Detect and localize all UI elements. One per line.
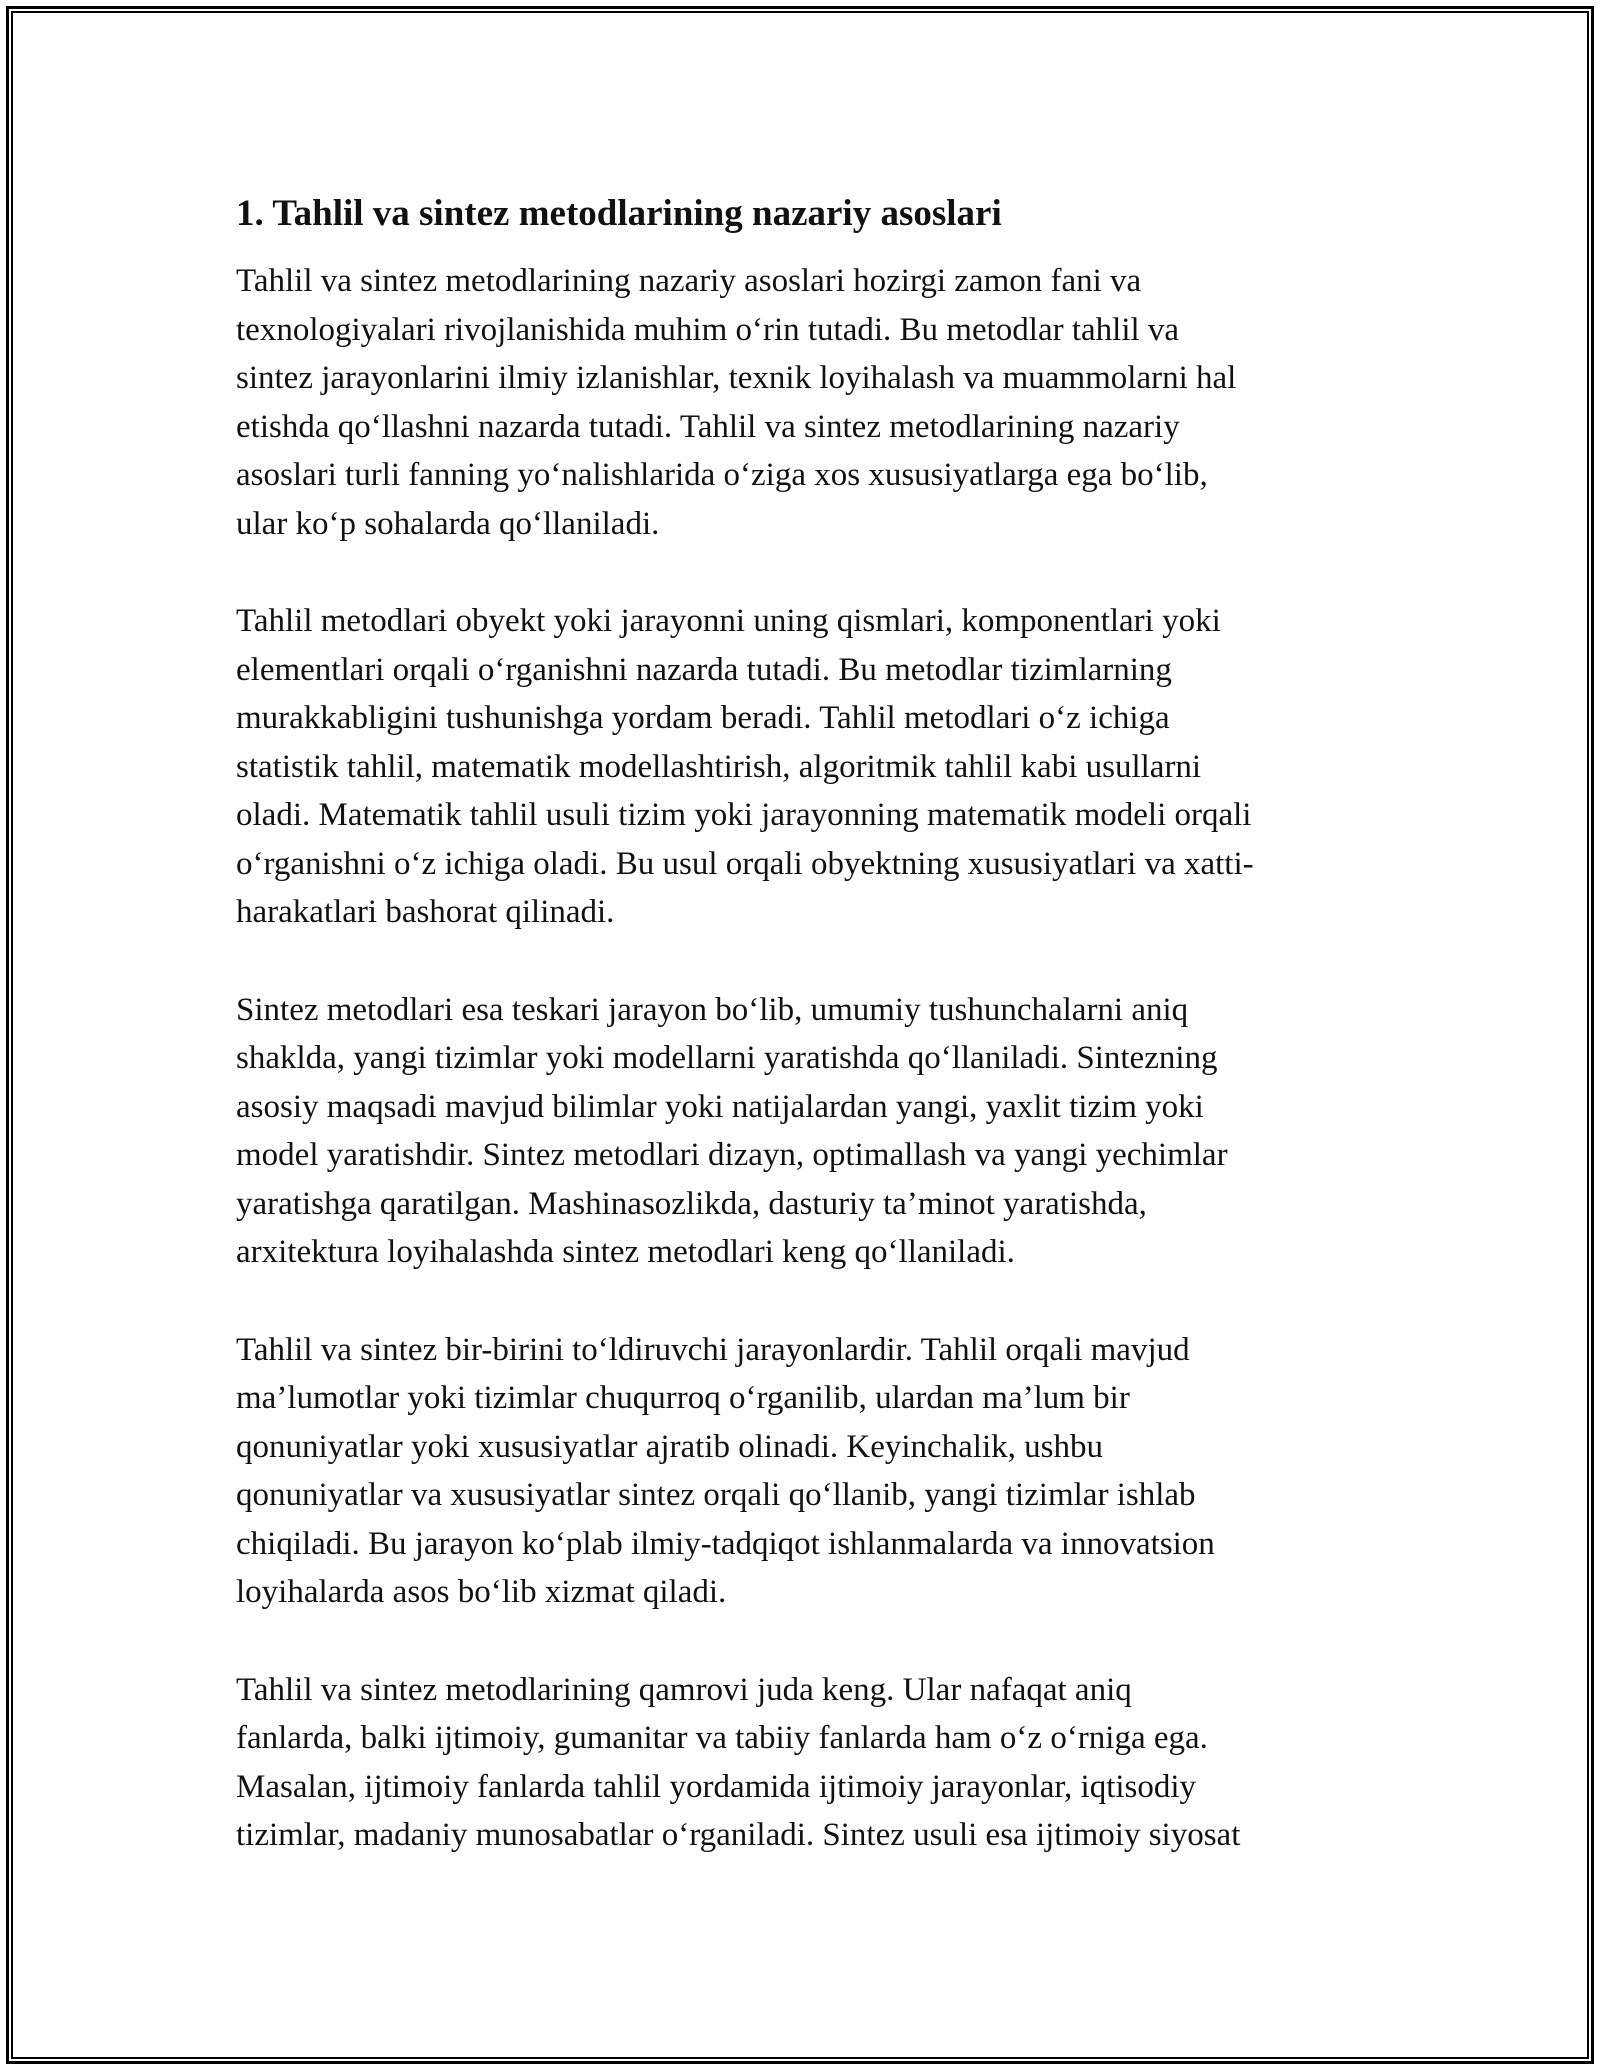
paragraph-line: tizimlar, madaniy munosabatlar o‘rganiladi. Sintez usuli esa ijtimoiy siyosat bbox=[236, 1817, 1241, 1853]
paragraph-1 bbox=[236, 257, 1366, 548]
paragraph-line: statistik tahlil, matematik modellashtirish, algoritmik tahlil kabi usullarni bbox=[236, 748, 1202, 785]
paragraph-line: murakkabligini tushunishga yordam beradi. Tahlil metodlari o‘z ichiga bbox=[236, 700, 1170, 736]
paragraph-line: qonuniyatlar yoki xususiyatlar ajratib olinadi. Keyinchalik, ushbu bbox=[236, 1428, 1103, 1465]
document-body bbox=[236, 188, 1366, 1909]
paragraph-line: elementlari orqali o‘rganishni nazarda tutadi. Bu metodlar tizimlarning bbox=[236, 651, 1172, 688]
paragraph-line: ma’lumotlar yoki tizimlar chuqurroq o‘rganilib, ulardan ma’lum bir bbox=[236, 1380, 1130, 1416]
paragraph-line: model yaratishdir. Sintez metodlari dizayn, optimallash va yangi yechimlar bbox=[236, 1137, 1228, 1173]
paragraph-line: fanlarda, balki ijtimoiy, gumanitar va tabiiy fanlarda ham o‘z o‘rniga ega. bbox=[236, 1720, 1208, 1756]
paragraph-line: o‘rganishni o‘z ichiga oladi. Bu usul orqali obyektning xususiyatlari va xatti- bbox=[236, 845, 1254, 882]
paragraph-3 bbox=[236, 986, 1366, 1277]
paragraph-line: ular ko‘p sohalarda qo‘llaniladi. bbox=[236, 505, 660, 542]
paragraph-line: oladi. Matematik tahlil usuli tizim yoki jarayonning matematik modeli orqali bbox=[236, 797, 1252, 833]
paragraph-line: asosiy maqsadi mavjud bilimlar yoki natijalardan yangi, yaxlit tizim yoki bbox=[236, 1088, 1204, 1125]
paragraph-line: shaklda, yangi tizimlar yoki modellarni yaratishda qo‘llaniladi. Sintezning bbox=[236, 1040, 1218, 1076]
paragraph-2 bbox=[236, 597, 1366, 937]
paragraph-line: chiqiladi. Bu jarayon ko‘plab ilmiy-tadqiqot ishlanmalarda va innovatsion bbox=[236, 1525, 1215, 1562]
section-heading: 1. Tahlil va sintez metodlarining nazariy asoslari bbox=[236, 193, 1002, 234]
paragraph-line: loyihalarda asos bo‘lib xizmat qiladi. bbox=[236, 1574, 727, 1610]
paragraph-line: sintez jarayonlarini ilmiy izlanishlar, texnik loyihalash va muammolarni hal bbox=[236, 360, 1237, 396]
paragraph-line: texnologiyalari rivojlanishida muhim o‘rin tutadi. Bu metodlar tahlil va bbox=[236, 311, 1180, 348]
paragraph-5 bbox=[236, 1666, 1366, 1860]
paragraph-line: etishda qo‘llashni nazarda tutadi. Tahlil va sintez metodlarining nazariy bbox=[236, 408, 1180, 445]
paragraph-line: Tahlil metodlari obyekt yoki jarayonni uning qismlari, komponentlari yoki bbox=[236, 603, 1221, 639]
paragraph-line: Tahlil va sintez metodlarining nazariy asoslari hozirgi zamon fani va bbox=[236, 263, 1142, 299]
paragraph-line: arxitektura loyihalashda sintez metodlari keng qo‘llaniladi. bbox=[236, 1234, 1015, 1270]
paragraph-line: qonuniyatlar va xususiyatlar sintez orqali qo‘llanib, yangi tizimlar ishlab bbox=[236, 1477, 1196, 1513]
paragraph-line: Tahlil va sintez metodlarining qamrovi juda keng. Ular nafaqat aniq bbox=[236, 1671, 1132, 1708]
paragraph-line: asoslari turli fanning yo‘nalishlarida o‘ziga xos xususiyatlarga ega bo‘lib, bbox=[236, 457, 1208, 493]
paragraph-line: yaratishga qaratilgan. Mashinasozlikda, dasturiy ta’minot yaratishda, bbox=[236, 1185, 1147, 1222]
paragraph-line: Tahlil va sintez bir-birini to‘ldiruvchi jarayonlardir. Tahlil orqali mavjud bbox=[236, 1331, 1190, 1368]
paragraph-4 bbox=[236, 1326, 1366, 1617]
paragraph-line: Masalan, ijtimoiy fanlarda tahlil yordamida ijtimoiy jarayonlar, iqtisodiy bbox=[236, 1768, 1197, 1805]
paragraph-line: Sintez metodlari esa teskari jarayon bo‘lib, umumiy tushunchalarni aniq bbox=[236, 991, 1189, 1028]
paragraph-line: harakatlari bashorat qilinadi. bbox=[236, 894, 615, 930]
